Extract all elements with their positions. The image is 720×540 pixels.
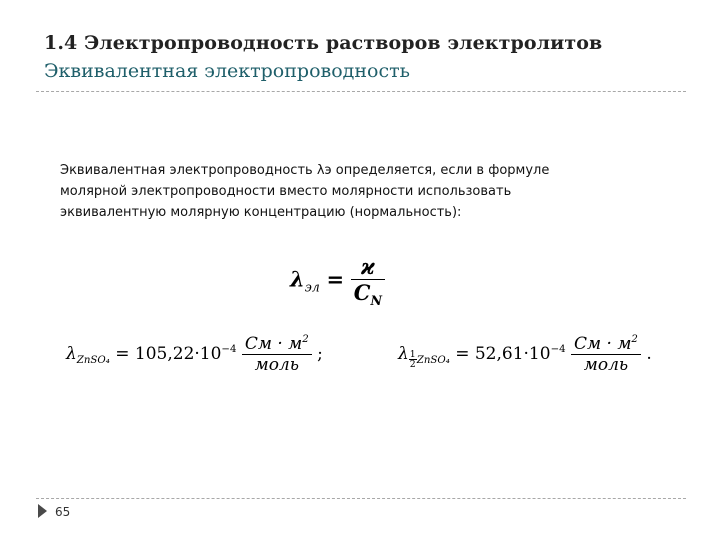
- formula-equals: =: [326, 266, 345, 292]
- half-lambda: λ: [398, 344, 409, 365]
- formula-numerator: ϰ: [361, 254, 375, 279]
- top-divider: [36, 91, 686, 92]
- half-units-den: моль: [571, 354, 641, 375]
- half-value: = 52,61·10: [455, 344, 551, 365]
- half-units-num-exp: 2: [631, 334, 638, 345]
- znso4-lambda: λ: [66, 344, 77, 365]
- formula-lambda-sub: эл: [304, 279, 320, 295]
- half-lambda-sub: ZnSO₄: [416, 355, 450, 367]
- paragraph-line-3: эквивалентную молярную концентрацию (нормальность):: [60, 205, 462, 220]
- formula-denominator: [351, 279, 385, 308]
- half-units-num-text: См · м: [574, 334, 632, 355]
- half-tail: .: [646, 344, 652, 365]
- paragraph-line-2: молярной электропроводности вместо молярности использовать: [60, 184, 512, 199]
- bottom-divider: [36, 498, 686, 499]
- body-paragraph: [60, 160, 660, 223]
- znso4-units-num-exp: 2: [302, 334, 309, 345]
- paragraph-line-1: Эквивалентная электропроводность λэ определяется, если в формуле: [60, 163, 550, 178]
- formula-equivalent-conductivity: [290, 254, 385, 308]
- half-fraction: [409, 350, 417, 371]
- znso4-value: = 105,22·10: [115, 344, 222, 365]
- znso4-units-num: [242, 334, 312, 354]
- znso4-units-den: моль: [242, 354, 312, 375]
- znso4-units-num-text: См · м: [244, 334, 303, 355]
- formula-znso4: [66, 334, 323, 375]
- formula-lambda: λ: [290, 266, 305, 292]
- slide-title: 1.4 Электропроводность растворов электролитов: [44, 32, 603, 54]
- half-units: [571, 334, 641, 375]
- half-fraction-num: 1: [409, 348, 416, 360]
- formula-fraction: [351, 254, 385, 308]
- half-units-num: [571, 334, 641, 354]
- znso4-tail: ;: [317, 344, 323, 365]
- formula-den-symbol: C: [353, 280, 371, 305]
- page-marker-icon: [38, 504, 47, 518]
- slide-subtitle: Эквивалентная электропроводность: [44, 60, 410, 82]
- formula-den-sub: N: [370, 293, 383, 309]
- znso4-units: [242, 334, 312, 375]
- znso4-lambda-sub: ZnSO₄: [76, 355, 110, 367]
- half-fraction-den: 2: [409, 359, 416, 371]
- half-exp: −4: [550, 343, 566, 355]
- formula-half-znso4: [398, 334, 652, 375]
- znso4-exp: −4: [221, 343, 237, 355]
- page-number: 65: [55, 505, 71, 519]
